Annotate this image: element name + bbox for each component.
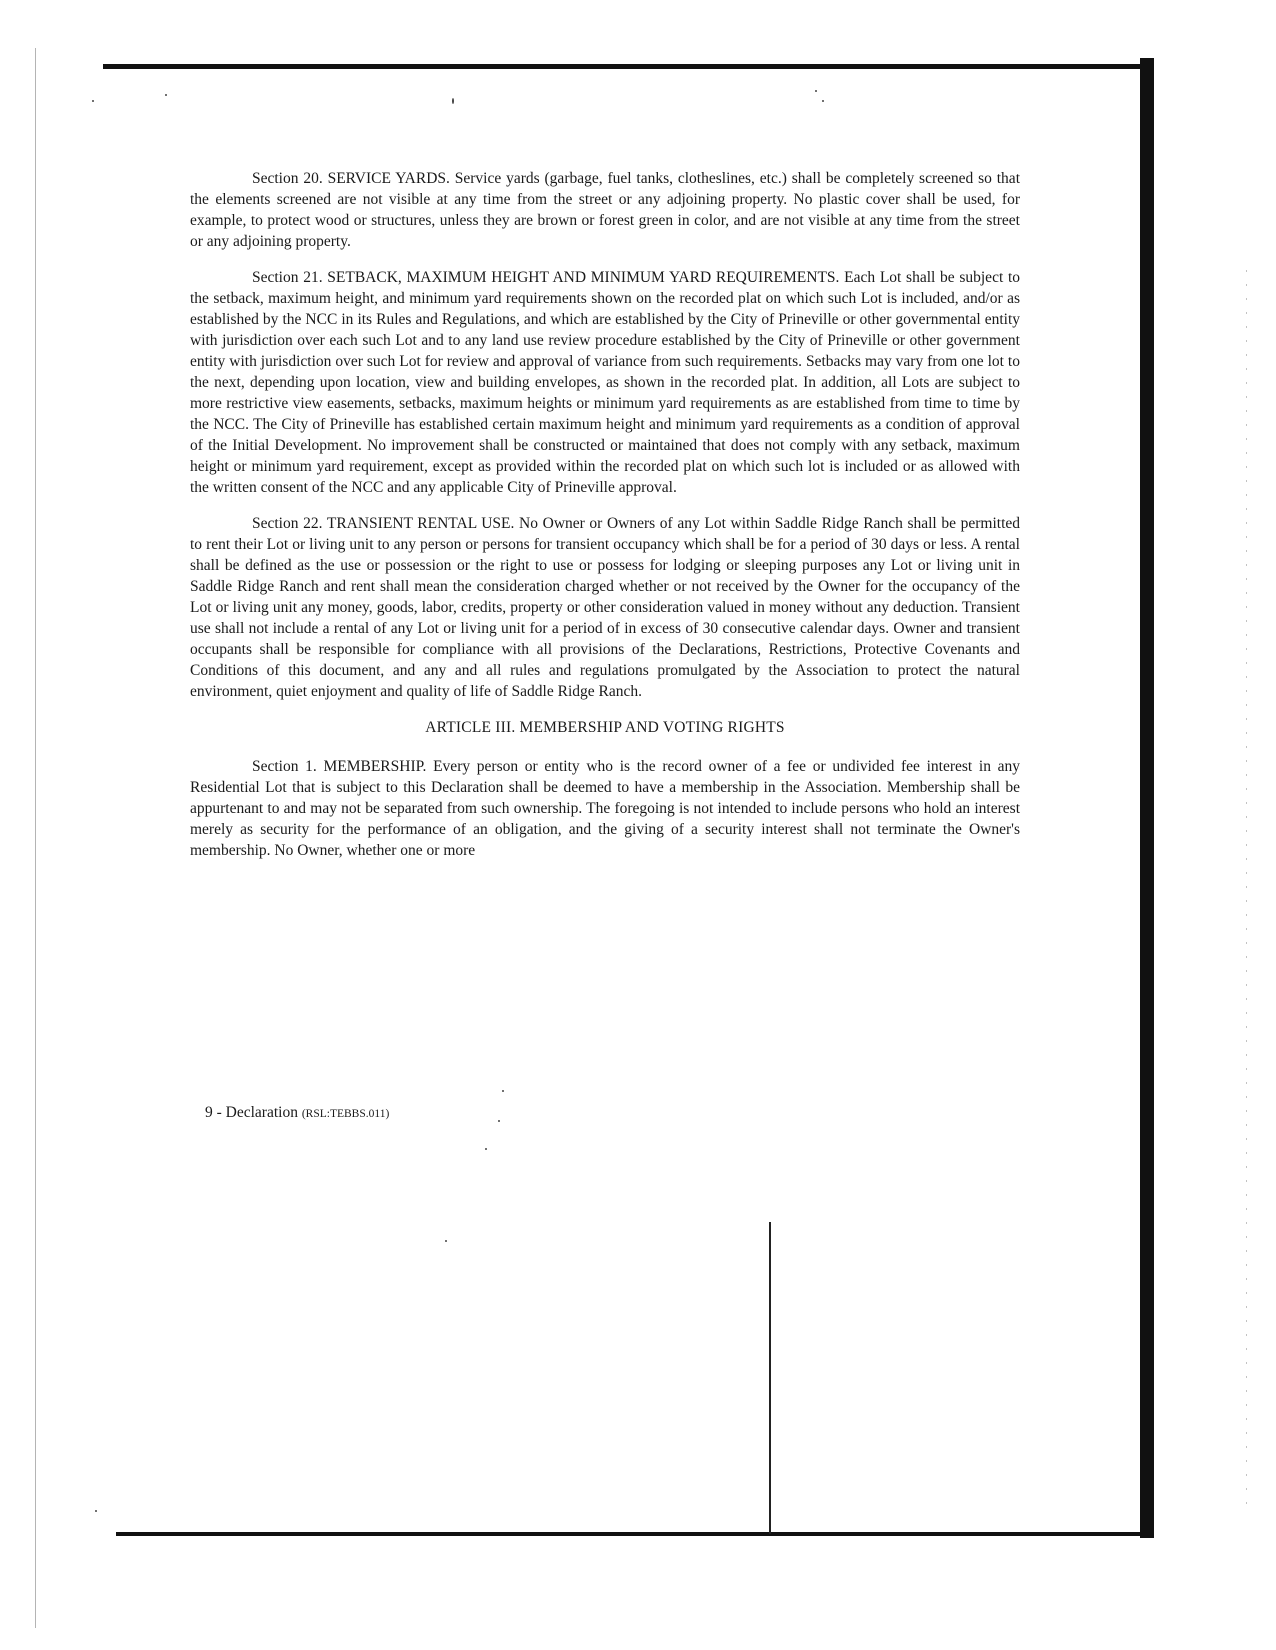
section-20 bbox=[190, 168, 1020, 252]
scan-speck bbox=[498, 1120, 500, 1122]
scan-edge-line bbox=[35, 48, 36, 1628]
scan-speck bbox=[452, 98, 454, 104]
scan-artifact-line bbox=[769, 1222, 771, 1534]
section-heading: Section 21. SETBACK, MAXIMUM HEIGHT AND MINIMUM YARD REQUIREMENTS. bbox=[252, 269, 840, 286]
scan-noise bbox=[1246, 270, 1247, 1510]
page-border-top bbox=[103, 64, 1143, 69]
scan-speck bbox=[95, 1510, 97, 1512]
scan-speck bbox=[822, 100, 824, 102]
document-body bbox=[190, 168, 1020, 876]
footer-label: 9 - Declaration bbox=[205, 1104, 298, 1121]
scan-speck bbox=[815, 90, 817, 92]
section-text: Every person or entity who is the record owner of a fee or undivided fee interest in any Residential Lot that is subject to this Declaration shall be deemed to have a membership in the Association. Membership shall be appurtenant to and may not be separated from such ownership. The foregoing is not intended to include persons who hold an interest merely as security for the performance of an obligation, and the giving of a security interest shall not terminate the Owner's membership. No Owner, whether one or more bbox=[190, 758, 1020, 859]
section-text: Service yards (garbage, fuel tanks, clotheslines, etc.) shall be completely screened so that the elements screened are not visible at any time from the street or any adjoining property. No plastic cover shall be used, for example, to protect wood or structures, unless they are brown or forest green in color, and are not visible at any time from the street or any adjoining property. bbox=[190, 170, 1020, 250]
section-heading: Section 1. MEMBERSHIP. bbox=[252, 758, 427, 775]
section-heading: Section 22. TRANSIENT RENTAL USE. bbox=[252, 515, 515, 532]
section-text: Each Lot shall be subject to the setback, maximum height, and minimum yard requirements shown on the recorded plat on which such Lot is included, and/or as established by the NCC in its Rules and Regulations, and which are established by the City of Prineville or other governmental entity with jurisdiction over each such Lot and to any land use review procedure established by the City of Prineville or other government entity with jurisdiction over such Lot for review and approval of variance from such requirements. Setbacks may vary from one lot to the next, depending upon location, view and building envelopes, as shown in the recorded plat. In addition, all Lots are subject to more restrictive view easements, setbacks, maximum heights or minimum yard requirements as are established from time to time by the NCC. The City of Prineville has established certain maximum height and minimum yard requirements as a condition of approval of the Initial Development. No improvement shall be constructed or maintained that does not comply with any setback, maximum height or minimum yard requirement, except as provided within the recorded plat on which such lot is included or as allowed with the written consent of the NCC and any applicable City of Prineville approval. bbox=[190, 269, 1021, 496]
scan-speck bbox=[485, 1148, 487, 1150]
page-border-bottom bbox=[116, 1532, 1150, 1536]
section-text: No Owner or Owners of any Lot within Saddle Ridge Ranch shall be permitted to rent their Lot or living unit to any person or persons for transient occupancy which shall be for a period of 30 days or less. A rental shall be defined as the use or possession or the right to use or possess for lodging or sleeping purposes any Lot or living unit in Saddle Ridge Ranch and rent shall mean the consideration charged whether or not received by the Owner for the occupancy of the Lot or living unit any money, goods, labor, credits, property or other consideration valued in money without any deduction. Transient use shall not include a rental of any Lot or living unit for a period of in excess of 30 consecutive calendar days. Owner and transient occupants shall be responsible for compliance with all provisions of the Declarations, Restrictions, Protective Covenants and Conditions of this document, and any and all rules and regulations promulgated by the Association to protect the natural environment, quiet enjoyment and quality of life of Saddle Ridge Ranch. bbox=[190, 515, 1021, 700]
scan-speck bbox=[165, 94, 167, 96]
scan-speck bbox=[445, 1240, 447, 1242]
scan-speck bbox=[92, 100, 94, 102]
footer-reference: (RSL:TEBBS.011) bbox=[301, 1108, 390, 1120]
section-22 bbox=[190, 513, 1020, 702]
section-heading: Section 20. SERVICE YARDS. bbox=[252, 170, 450, 187]
scan-speck bbox=[502, 1090, 504, 1092]
page-border-right bbox=[1140, 58, 1154, 1538]
section-21 bbox=[190, 267, 1020, 498]
page-footer bbox=[205, 1104, 389, 1122]
article-3-section-1 bbox=[190, 756, 1020, 861]
article-heading: ARTICLE III. MEMBERSHIP AND VOTING RIGHTS bbox=[425, 719, 785, 736]
